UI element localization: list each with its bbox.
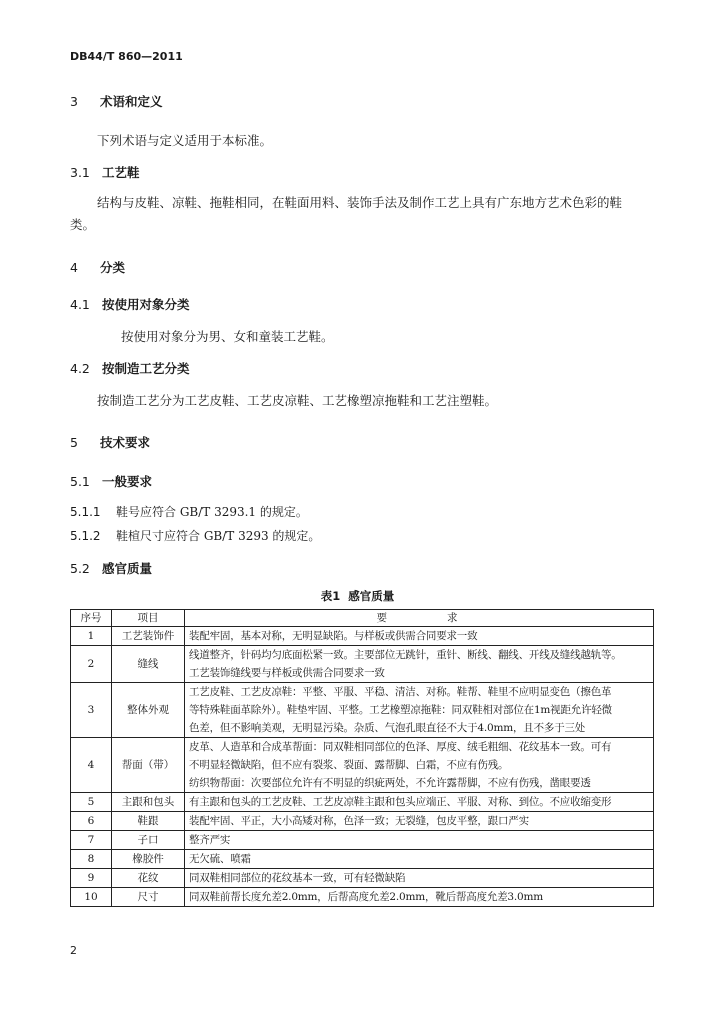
section-number: 4 [70,260,78,275]
section-title: 一般要求 [102,474,153,489]
requirement-line: 不明显轻微缺陷，但不应有裂浆、裂面、露帮脚、白霜，不应有伤残。 [189,759,509,771]
row-number: 10 [71,888,112,907]
clause-5-1-1 [70,503,308,520]
requirement-line: 纺织物帮面：次要部位允许有不明显的织疵两处，不允许露帮脚，不应有伤残，凿眼要透 [189,777,591,789]
table-header-row [71,610,654,627]
row-requirement [185,646,654,683]
table-caption-title: 感官质量 [348,589,395,603]
section-4-2-heading [70,359,190,377]
section-3-1-paragraph-line1: 结构与皮鞋、凉鞋、拖鞋相同，在鞋面用料、装饰手法及制作工艺上具有广东地方艺术色彩的鞋 [97,195,623,210]
section-4-2-paragraph: 按制造工艺分为工艺皮鞋、工艺皮凉鞋、工艺橡塑凉拖鞋和工艺注塑鞋。 [97,393,498,408]
row-requirement [185,831,654,850]
section-title: 按使用对象分类 [102,297,190,312]
header-requirement: 要求 [185,610,654,627]
table-row [71,888,654,907]
row-item: 主跟和包头 [112,793,185,812]
section-5-heading [70,433,150,451]
table-row [71,683,654,738]
row-requirement [185,683,654,738]
table-body [71,627,654,907]
clause-text: 鞋号应符合 GB/T 3293.1 的规定。 [116,505,308,519]
table-row [71,627,654,646]
row-item: 缝线 [112,646,185,683]
row-item: 橡胶件 [112,850,185,869]
row-item: 子口 [112,831,185,850]
section-number: 5.1 [70,474,90,489]
section-5-1-heading [70,472,152,490]
row-number: 9 [71,869,112,888]
row-number: 5 [71,793,112,812]
requirement-line: 皮革、人造革和合成革帮面：同双鞋相同部位的色泽、厚度、绒毛粗细、花纹基本一致。可有 [189,741,612,753]
section-number: 3.1 [70,165,90,180]
header-item: 项目 [112,610,185,627]
row-item: 尺寸 [112,888,185,907]
document-code-header: DB44/T 860—2011 [70,50,183,63]
table-row [71,738,654,793]
section-number: 5.2 [70,561,90,576]
row-number: 1 [71,627,112,646]
section-title: 术语和定义 [100,94,163,109]
row-number: 2 [71,646,112,683]
requirement-line: 线道整齐，针码均匀底面松紧一致。主要部位无跳针，重针、断线、翻线、开线及缝线越轨等。 [189,649,622,661]
row-requirement [185,888,654,907]
row-item: 鞋跟 [112,812,185,831]
clause-number: 5.1.1 [70,505,101,519]
requirement-line: 装配牢固，基本对称，无明显缺陷。与样板或供需合同要求一致 [189,630,478,642]
row-number: 4 [71,738,112,793]
section-title: 按制造工艺分类 [102,361,190,376]
section-3-1-heading [70,163,140,181]
section-number: 5 [70,435,78,450]
requirement-line: 工艺皮鞋、工艺皮凉鞋：平整、平服、平稳、清洁、对称。鞋帮、鞋里不应明显变色（擦色革 [189,686,612,698]
section-title: 技术要求 [100,435,151,450]
section-number: 4.1 [70,297,90,312]
row-requirement [185,627,654,646]
section-4-heading [70,258,125,276]
row-requirement [185,869,654,888]
row-item: 花纹 [112,869,185,888]
row-number: 8 [71,850,112,869]
table-row [71,793,654,812]
clause-text: 鞋楦尺寸应符合 GB/T 3293 的规定。 [116,529,321,543]
row-requirement [185,793,654,812]
table-row [71,812,654,831]
row-number: 6 [71,812,112,831]
clause-number: 5.1.2 [70,529,101,543]
requirement-line: 无欠硫、喷霜 [189,853,251,865]
section-title: 感官质量 [102,561,153,576]
table-caption [0,588,715,604]
section-number: 4.2 [70,361,90,376]
requirement-line: 整齐严实 [189,834,231,846]
requirement-line: 等特殊鞋面革除外）。鞋垫牢固、平整。工艺橡塑凉拖鞋：同双鞋相对部位在1m视距允许轻微 [189,704,612,716]
requirement-line: 工艺装饰缝线要与样板或供需合同要求一致 [189,667,385,679]
section-4-1-paragraph: 按使用对象分为男、女和童装工艺鞋。 [121,329,334,344]
row-requirement [185,738,654,793]
row-item: 工艺装饰件 [112,627,185,646]
table-caption-label: 表1 [320,589,341,603]
section-3-heading [70,92,163,110]
requirement-line: 同双鞋前帮长度允差2.0mm，后帮高度允差2.0mm，靴后帮高度允差3.0mm [189,891,544,903]
row-number: 3 [71,683,112,738]
section-3-paragraph: 下列术语与定义适用于本标准。 [97,133,273,148]
row-item: 整体外观 [112,683,185,738]
section-5-2-heading [70,559,152,577]
row-number: 7 [71,831,112,850]
requirement-line: 装配牢固、平正，大小高矮对称，色泽一致；无裂缝，包皮平整，跟口严实 [189,815,529,827]
table-row [71,850,654,869]
section-title: 分类 [100,260,126,275]
section-title: 工艺鞋 [102,165,140,180]
sensory-quality-table [70,609,654,907]
table-row [71,869,654,888]
row-item: 帮面（带） [112,738,185,793]
row-requirement [185,812,654,831]
requirement-line: 有主跟和包头的工艺皮鞋、工艺皮凉鞋主跟和包头应端正、平服、对称、到位。不应收缩变形 [189,796,612,808]
section-3-1-paragraph-line2: 类。 [70,217,96,232]
table-row [71,646,654,683]
section-4-1-heading [70,295,190,313]
requirement-line: 色差，但不影响美观，无明显污染。杂质、气泡孔眼直径不大于4.0mm，且不多于三处 [189,722,586,734]
page-number: 2 [70,944,77,957]
requirement-line: 同双鞋相同部位的花纹基本一致，可有轻微缺陷 [189,872,406,884]
clause-5-1-2 [70,527,320,544]
header-no: 序号 [71,610,112,627]
table-row [71,831,654,850]
section-number: 3 [70,94,78,109]
row-requirement [185,850,654,869]
